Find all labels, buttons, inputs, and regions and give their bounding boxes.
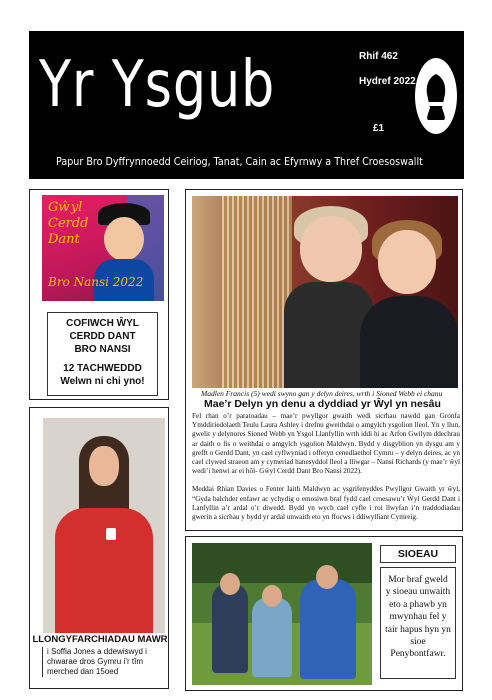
poster-text-line2: Cerdd	[48, 216, 89, 231]
football-player-photo	[43, 418, 165, 633]
issue-date: Hydref 2022	[359, 76, 416, 87]
harp-photo	[192, 196, 458, 388]
event-section	[29, 189, 169, 400]
wheat-sheaf-icon	[414, 56, 458, 136]
article-body	[192, 412, 460, 531]
shows-title: SIOEAU	[380, 545, 456, 563]
masthead	[29, 31, 464, 179]
newspaper-title: Yr Ysgub	[39, 48, 276, 122]
event-notice-card	[47, 312, 158, 396]
congrats-section	[29, 407, 169, 689]
harpist-face	[300, 216, 362, 282]
shows-section	[185, 536, 463, 691]
article-paragraph: Meddai Rhian Davies o Fenter Iaith Maldwyn ac ysgrifenyddes Pwyllgor Gwaith yr ŵyl, “Gyda balchder enfawr ac ychydig o emosiwn braf fydd cael croesawu’r Ŵyl Gerdd Dant i Lanfyllin a’r ardal o’r diwedd. Bydd yn wych cael cyfle i roi llwyfan i’n traddodiadau gwerin a sicrhau y bydd yr ardal unwaith eto yn ffocws i ddiwylliant Cymreig.	[192, 485, 460, 522]
issue-number: Rhif 462	[359, 51, 398, 62]
congrats-title: LLONGYFARCHIADAU MAWR	[32, 634, 168, 645]
masthead-subtitle: Papur Bro Dyffrynnoedd Ceiriog, Tanat, Cain ac Efyrnwy a Thref Croesoswallt	[56, 155, 423, 168]
article-paragraph: Fel rhan o’r paratoadau – mae’r pwyllgor gwaith wedi sicrhau nawdd gan Gronfa Ymddiriedolaeth Teulu Laura Ashley i drefnu gweithdai o amgylch ysgolion lleol. Yn y llun, gwelir y delynores Sioned Webb yn Ysgol Llanfyllin wrth iddi hi ac Arfon Gwilym ddechrau ar daith o fis o weithdai o amgylch ysgolion Maldwyn. Bydd y disgyblion yn dysgu am y grefft o Gerdd Dant, yn cael cyflwyniad i offeryn cenedlaethol Cymru – y delyn deires, ac yn cael clywed straeon am y cymeriad hanesyddol lleol a lliwgar – Nansi Richards (y mae’r ŵyl wedi’i henwi ar ei hôl- Gŵyl Cerdd Dant Bro Nansi 2022).	[192, 412, 460, 476]
harp-article	[185, 189, 463, 531]
portrait-face	[104, 217, 144, 261]
photo-caption: Madlen Francis (5) wedi swyno gan y delyn deires, wrth i Sioned Webb ei chanu	[201, 389, 443, 398]
shows-body: Mor braf gweld y sioeau unwaith eto a phawb yn mwynhau fel y tair hapus hyn yn sioe Penybontfawr.	[380, 567, 456, 679]
child-face	[378, 230, 436, 294]
issue-price: £1	[373, 123, 385, 134]
wales-badge-icon	[106, 528, 116, 540]
event-poster-image	[42, 195, 164, 301]
show-photo	[192, 543, 372, 685]
event-notice-line1: COFIWCH ŴYL	[66, 318, 139, 329]
event-notice-date: 12 TACHWEDDD	[63, 363, 142, 374]
congrats-body: i Soffia Jones a ddewiswyd i chwarae dros Gymru i’r tîm merched dan 15oed	[42, 647, 168, 677]
poster-text-line3: Dant	[48, 232, 80, 247]
poster-text-line1: Gŵyl	[48, 200, 83, 215]
event-notice-line2: CERDD DANT	[69, 331, 136, 342]
poster-text-line4: Bro Nansi 2022	[48, 275, 144, 289]
article-headline: Mae’r Delyn yn denu a dyddiad yr Ŵyl yn nesâu	[204, 398, 441, 410]
event-notice-line3: BRO NANSI	[74, 344, 131, 355]
harp-strings	[222, 196, 292, 388]
event-notice-welcome: Welwn ni chi yno!	[60, 376, 145, 387]
